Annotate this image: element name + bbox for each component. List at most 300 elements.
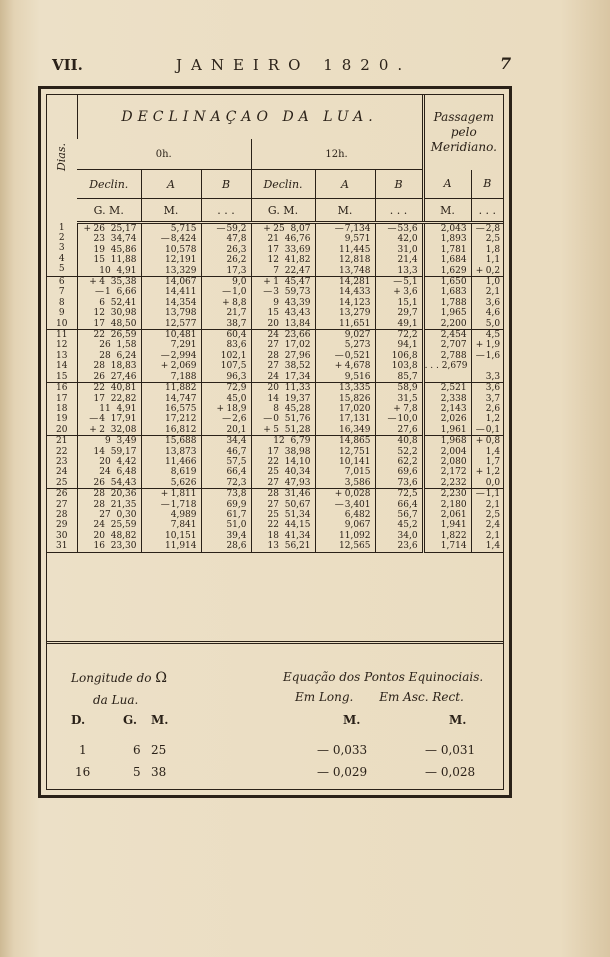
cell-line: 1,629 <box>440 265 467 276</box>
cell-line: —59,2 <box>216 224 247 234</box>
eq-asc-value: — 0,031 <box>425 743 476 757</box>
cell-line: + 4 35,38 <box>89 277 137 288</box>
cell-line: 56,7 <box>397 509 418 520</box>
cell-line: 27 <box>56 499 68 510</box>
cell-line: 17 38,98 <box>267 446 311 457</box>
cell-line: 4,6 <box>485 308 501 319</box>
cell-line: 51,0 <box>226 520 247 531</box>
cell-line: 1,683 <box>440 287 467 298</box>
cell-line: 2,143 <box>440 403 467 414</box>
ascending-node-symbol: Ω <box>155 670 167 686</box>
cell-line: 2,4 <box>485 520 501 531</box>
cell-line: 1,4 <box>485 541 501 552</box>
cell-line: 27,6 <box>397 424 418 435</box>
cell-line: 69,9 <box>226 499 247 510</box>
table-cell <box>375 330 423 383</box>
table-cell <box>141 489 201 552</box>
cell-line: 25 <box>56 477 68 488</box>
cell-line: 16,812 <box>165 424 197 435</box>
cell-line: 15,688 <box>165 436 197 447</box>
cell-line: 42,0 <box>397 234 418 245</box>
cell-line: 2,6 <box>485 403 501 414</box>
cell-line: 24 17,34 <box>267 371 311 382</box>
cell-line: 9,067 <box>344 520 371 531</box>
cell-line <box>472 361 504 371</box>
cell-line: 4,989 <box>170 509 197 520</box>
cell-line: 26,2 <box>226 255 247 266</box>
cell-line: 13,335 <box>339 383 371 394</box>
cell-line: 7,188 <box>170 371 197 382</box>
cell-line: 6 52,41 <box>99 297 137 308</box>
table-cell <box>47 277 77 330</box>
cell-line: 27 17,02 <box>267 340 311 351</box>
table-frame <box>38 86 512 798</box>
cell-line: 12,577 <box>165 318 197 329</box>
cell-line: 25 51,34 <box>267 509 311 520</box>
cell-line: —7,134 <box>334 224 371 234</box>
cell-line: 20 48,82 <box>93 530 137 541</box>
cell-line: 26 <box>56 489 68 500</box>
cell-line: + 0,2 <box>475 265 501 276</box>
cell-line: 0,0 <box>485 477 501 488</box>
cell-line: 3,6 <box>485 383 501 394</box>
cell-line: + 3,6 <box>393 287 418 298</box>
cell-line: 9 3,49 <box>104 436 137 447</box>
cell-line: 94,1 <box>397 340 418 351</box>
cell-line: 11,651 <box>339 318 371 329</box>
cell-line: 14,411 <box>165 287 197 298</box>
cell-line: 1,8 <box>485 244 501 255</box>
cell-line: 13,748 <box>339 265 371 276</box>
cell-line: 3,6 <box>485 297 501 308</box>
section-rule <box>47 641 503 644</box>
cell-line: 26 1,58 <box>99 340 137 351</box>
table-cell <box>77 436 141 489</box>
table-cell <box>375 436 423 489</box>
eq-long-label: Em Long. <box>295 690 354 704</box>
cell-line: 45,0 <box>226 393 247 404</box>
page-number: 7 <box>500 54 512 73</box>
cell-line: 1,961 <box>440 424 467 435</box>
table-cell <box>471 436 503 489</box>
cell-line: 15,1 <box>397 297 418 308</box>
cell-line: 22 44,15 <box>267 520 311 531</box>
table-cell <box>471 330 503 383</box>
cell-line: 17,020 <box>339 403 371 414</box>
cell-line: 1,0 <box>485 277 501 288</box>
unit-header: G. M. <box>251 199 315 223</box>
cell-line: + 1,811 <box>160 489 197 500</box>
day-group-row <box>47 383 503 436</box>
cell-line: + 0,8 <box>475 436 501 447</box>
table-cell <box>315 330 375 383</box>
table-cell <box>47 330 77 383</box>
cell-line: 46,7 <box>226 446 247 457</box>
table-cell <box>47 489 77 552</box>
cell-line: 1,788 <box>440 297 467 308</box>
cell-line: 14,433 <box>339 287 371 298</box>
section-number: VII. <box>52 56 83 74</box>
cell-line: 2,061 <box>440 509 467 520</box>
eq-asc-value: — 0,028 <box>425 765 476 779</box>
cell-line: 22 26,59 <box>93 330 137 341</box>
cell-line: 13,873 <box>165 446 197 457</box>
cell-line: 10,151 <box>165 530 197 541</box>
cell-line: + 18,9 <box>216 403 247 414</box>
cell-line: 12,191 <box>165 255 197 266</box>
cell-line: —8,424 <box>160 234 197 245</box>
day-group-row <box>47 436 503 489</box>
cell-line: 12 30,98 <box>93 308 137 319</box>
cell-line: 4,5 <box>485 330 501 341</box>
table-cell <box>77 489 141 552</box>
table-cell <box>423 383 471 436</box>
cell-line: 31 <box>56 541 68 552</box>
eq-unit-header: M. <box>449 713 467 727</box>
cell-line: 22 40,81 <box>93 383 137 394</box>
table-cell <box>141 223 201 277</box>
cell-line: 2,043 <box>440 224 467 234</box>
cell-line: 14,747 <box>165 393 197 404</box>
cell-line: 24 23,66 <box>267 330 311 341</box>
cell-line: + 1,9 <box>475 340 501 351</box>
col-header: A <box>315 170 375 199</box>
cell-line: 11 <box>56 330 68 341</box>
cell-line: 16 23,30 <box>93 541 137 552</box>
table-cell <box>141 330 201 383</box>
cell-line: 23 34,74 <box>93 234 137 245</box>
cell-line: 9,0 <box>232 277 247 288</box>
cell-line: 23,6 <box>397 541 418 552</box>
cell-line: 7,291 <box>170 340 197 351</box>
cell-line: 26 54,43 <box>93 477 137 488</box>
dias-header: Dias. <box>55 143 69 172</box>
cell-line: 2,180 <box>440 499 467 510</box>
cell-line: 15,826 <box>339 393 371 404</box>
cell-line: 2,026 <box>440 414 467 425</box>
cell-line: 45,2 <box>397 520 418 531</box>
table-cell <box>47 223 77 277</box>
cell-line: 28,6 <box>226 541 247 552</box>
cell-line: 14 59,17 <box>93 446 137 457</box>
cell-line: 40,8 <box>397 436 418 447</box>
cell-line: 14,865 <box>339 436 371 447</box>
cell-line: + 25 8,07 <box>263 224 311 234</box>
cell-line: 14 19,37 <box>267 393 311 404</box>
table-cell <box>471 223 503 277</box>
cell-line: 1,650 <box>440 277 467 288</box>
cell-line: + 1 45,47 <box>263 277 311 288</box>
table-cell <box>423 223 471 277</box>
declination-title: DECLINAÇAO DA LUA. <box>77 95 423 139</box>
col-header: Declin. <box>77 170 141 199</box>
cell-line: 2,1 <box>485 499 501 510</box>
cell-line: 17 48,50 <box>93 318 137 329</box>
cell-line: 25 40,34 <box>267 467 311 478</box>
cell-line: 103,8 <box>391 361 418 372</box>
cell-line: 15 11,88 <box>93 255 137 266</box>
table-cell <box>77 383 141 436</box>
cell-line: 2,080 <box>440 456 467 467</box>
cell-line: 3 <box>58 243 65 254</box>
cell-line: 61,7 <box>226 509 247 520</box>
cell-line: 10,141 <box>339 456 371 467</box>
cell-line: 1 <box>58 222 65 233</box>
cell-line: 17 33,69 <box>267 244 311 255</box>
cell-line: 3,586 <box>344 477 371 488</box>
cell-line: 12,818 <box>339 255 371 266</box>
cell-line: 17,3 <box>226 265 247 276</box>
table-cell <box>423 489 471 552</box>
cell-line: 2,230 <box>440 489 467 500</box>
cell-line: 30 <box>56 530 68 541</box>
cell-line: 10,481 <box>165 330 197 341</box>
cell-line: 5,273 <box>344 340 371 351</box>
table-cell <box>423 436 471 489</box>
cell-line: 2,5 <box>485 509 501 520</box>
cell-line: 6 <box>58 277 65 288</box>
unit-header: M. <box>141 199 201 223</box>
cell-line: 21,7 <box>226 308 247 319</box>
cell-line: 2,1 <box>485 287 501 298</box>
cell-line: 23 <box>56 456 68 467</box>
cell-line: 19 45,86 <box>93 244 137 255</box>
cell-line: + 7,8 <box>393 403 418 414</box>
cell-line: 20 11,33 <box>267 383 311 394</box>
cell-line: 21 46,76 <box>267 234 311 245</box>
cell-line: 8,619 <box>170 467 197 478</box>
cell-line: 11 4,91 <box>99 403 137 414</box>
cell-line: 2,232 <box>440 477 467 488</box>
cell-line: 27 50,67 <box>267 499 311 510</box>
cell-line: 28 6,24 <box>99 350 137 361</box>
day-group-row <box>47 223 503 277</box>
cell-line: —5,1 <box>393 277 418 288</box>
unit-header: . . . <box>375 199 423 223</box>
cell-line: 10,578 <box>165 244 197 255</box>
table-cell <box>251 223 315 277</box>
cell-line: 1,4 <box>485 446 501 457</box>
cell-line: —0,521 <box>334 350 371 361</box>
cell-line: 3,3 <box>485 371 501 382</box>
cell-line: 9,571 <box>344 234 371 245</box>
cell-line: 5,626 <box>170 477 197 488</box>
cell-line: 1,684 <box>440 255 467 266</box>
cell-line: 107,5 <box>220 361 247 372</box>
eq-asc-label: Em Asc. Rect. <box>379 690 464 704</box>
cell-line: 27 0,30 <box>99 509 137 520</box>
cell-line: 14 <box>56 361 68 372</box>
cell-line: 1,893 <box>440 234 467 245</box>
col-header: Declin. <box>251 170 315 199</box>
cell-line: 9 43,39 <box>273 297 311 308</box>
table-cell <box>251 330 315 383</box>
cell-line: 73,8 <box>226 489 247 500</box>
cell-line: 7 <box>58 287 65 298</box>
cell-line: 24 <box>56 467 68 478</box>
cell-line: 11,445 <box>339 244 371 255</box>
cell-line: —2,994 <box>160 350 197 361</box>
cell-line: + 26 25,17 <box>83 224 137 234</box>
cell-line: 14,067 <box>165 277 197 288</box>
table-cell <box>201 223 251 277</box>
cell-line: 1,822 <box>440 530 467 541</box>
cell-line: 10 <box>56 318 68 329</box>
cell-line: 1,941 <box>440 520 467 531</box>
cell-line: 1,781 <box>440 244 467 255</box>
cell-line: 2,200 <box>440 318 467 329</box>
cell-line: 4 <box>58 253 65 264</box>
cell-line: —1,0 <box>222 287 247 298</box>
cell-line: —3 59,73 <box>263 287 311 298</box>
cell-line: 34,0 <box>397 530 418 541</box>
cell-line: 12 41,82 <box>267 255 311 266</box>
table-cell <box>315 436 375 489</box>
cell-line: 12 <box>56 340 68 351</box>
cell-line: 3,7 <box>485 393 501 404</box>
cell-line: 28 20,36 <box>93 489 137 500</box>
cell-line: 47,8 <box>226 234 247 245</box>
hour-0-header: 0h. <box>77 139 251 170</box>
cell-line: 5 <box>58 264 65 275</box>
eq-long-value: — 0,029 <box>317 765 368 779</box>
cell-line: 66,4 <box>397 499 418 510</box>
cell-line: 13,3 <box>397 265 418 276</box>
table-cell <box>251 436 315 489</box>
cell-line: 28 31,46 <box>267 489 311 500</box>
table-cell <box>471 277 503 330</box>
cell-line: 102,1 <box>220 350 247 361</box>
cell-line: 38,7 <box>226 318 247 329</box>
cell-line: + 2 32,08 <box>89 424 137 435</box>
cell-line: 1,965 <box>440 308 467 319</box>
cell-line: 20,1 <box>226 424 247 435</box>
table-cell <box>47 383 77 436</box>
cell-line: —53,6 <box>387 224 418 234</box>
unit-header: . . . <box>471 199 503 223</box>
cell-line: 31,5 <box>397 393 418 404</box>
cell-line: 58,9 <box>397 383 418 394</box>
cell-line: 85,7 <box>397 371 418 382</box>
table-cell <box>315 223 375 277</box>
meridian-passage-title: Passagem pelo Meridiano. <box>423 95 503 170</box>
cell-line: 20 <box>56 424 68 435</box>
cell-line: —10,0 <box>387 414 418 425</box>
cell-line: 1,1 <box>485 255 501 266</box>
day-group-row <box>47 277 503 330</box>
cell-line: + 5 51,28 <box>263 424 311 435</box>
cell-line: 20 4,42 <box>99 456 137 467</box>
cell-line: 18 41,34 <box>267 530 311 541</box>
cell-line: 106,8 <box>391 350 418 361</box>
cell-line: —1,6 <box>475 350 501 361</box>
table-cell <box>423 330 471 383</box>
cell-line: 57,5 <box>226 456 247 467</box>
cell-line: 16 <box>56 383 68 394</box>
cell-line: 7 22,47 <box>273 265 311 276</box>
cell-line: 31,0 <box>397 244 418 255</box>
cell-line: 17 <box>56 393 68 404</box>
cell-line: 13 56,21 <box>267 541 311 552</box>
day-group-row <box>47 489 503 552</box>
cell-line: + 2,069 <box>160 361 197 372</box>
cell-line: 2,788 <box>440 350 467 361</box>
table-cell <box>141 383 201 436</box>
cell-line: 2,338 <box>440 393 467 404</box>
cell-line: 52,2 <box>397 446 418 457</box>
cell-line: 1,714 <box>440 541 467 552</box>
table-cell <box>47 436 77 489</box>
cell-line: 16,349 <box>339 424 371 435</box>
cell-line: 8 <box>58 297 65 308</box>
cell-line: . . . 2,679 <box>424 361 468 372</box>
cell-line: 12,565 <box>339 541 371 552</box>
cell-line: 24 25,59 <box>93 520 137 531</box>
cell-line: 21,4 <box>397 255 418 266</box>
col-header: B <box>201 170 251 199</box>
table-cell <box>375 383 423 436</box>
cell-line: 18 <box>56 403 68 414</box>
cell-line: 60,4 <box>226 330 247 341</box>
cell-line: 1,7 <box>485 456 501 467</box>
cell-line: 19 <box>56 414 68 425</box>
cell-line: 28 18,83 <box>93 361 137 372</box>
cell-line: 2,707 <box>440 340 467 351</box>
cell-line: 34,4 <box>226 436 247 447</box>
cell-line: 28 21,35 <box>93 499 137 510</box>
cell-line: 24 6,48 <box>99 467 137 478</box>
cell-line: —0 51,76 <box>263 414 311 425</box>
cell-line: 27 47,93 <box>267 477 311 488</box>
cell-line: 7,015 <box>344 467 371 478</box>
table-cell <box>141 436 201 489</box>
table-cell <box>141 277 201 330</box>
cell-line: 29,7 <box>397 308 418 319</box>
hour-12-header: 12h. <box>251 139 423 170</box>
table-cell <box>471 383 503 436</box>
cell-line: 20 13,84 <box>267 318 311 329</box>
cell-line: 73,6 <box>397 477 418 488</box>
cell-line: 9 <box>58 308 65 319</box>
cell-line: —1 6,66 <box>94 287 137 298</box>
table-cell <box>375 223 423 277</box>
table-cell <box>77 277 141 330</box>
table-cell <box>375 277 423 330</box>
cell-line: 69,6 <box>397 467 418 478</box>
unit-header-row <box>47 199 503 223</box>
running-head <box>0 56 610 82</box>
cell-line: 26 27,46 <box>93 371 137 382</box>
cell-line: 2,004 <box>440 446 467 457</box>
cell-line: 17 22,82 <box>93 393 137 404</box>
cell-line: 15 <box>56 371 68 382</box>
cell-line: 22 14,10 <box>267 456 311 467</box>
table-cell <box>201 489 251 552</box>
cell-line: 1,968 <box>440 436 467 447</box>
cell-line: 14,123 <box>339 297 371 308</box>
cell-line: 21 <box>56 436 68 447</box>
cell-line: —1,718 <box>160 499 197 510</box>
table-body <box>47 223 503 553</box>
cell-line: 17,131 <box>339 414 371 425</box>
cell-line: 5,715 <box>170 224 197 234</box>
day-group-row <box>47 330 503 383</box>
cell-line: 2,454 <box>440 330 467 341</box>
cell-line: —1,1 <box>475 489 501 500</box>
unit-header: G. M. <box>77 199 141 223</box>
table-cell <box>315 489 375 552</box>
cell-line: 26,3 <box>226 244 247 255</box>
